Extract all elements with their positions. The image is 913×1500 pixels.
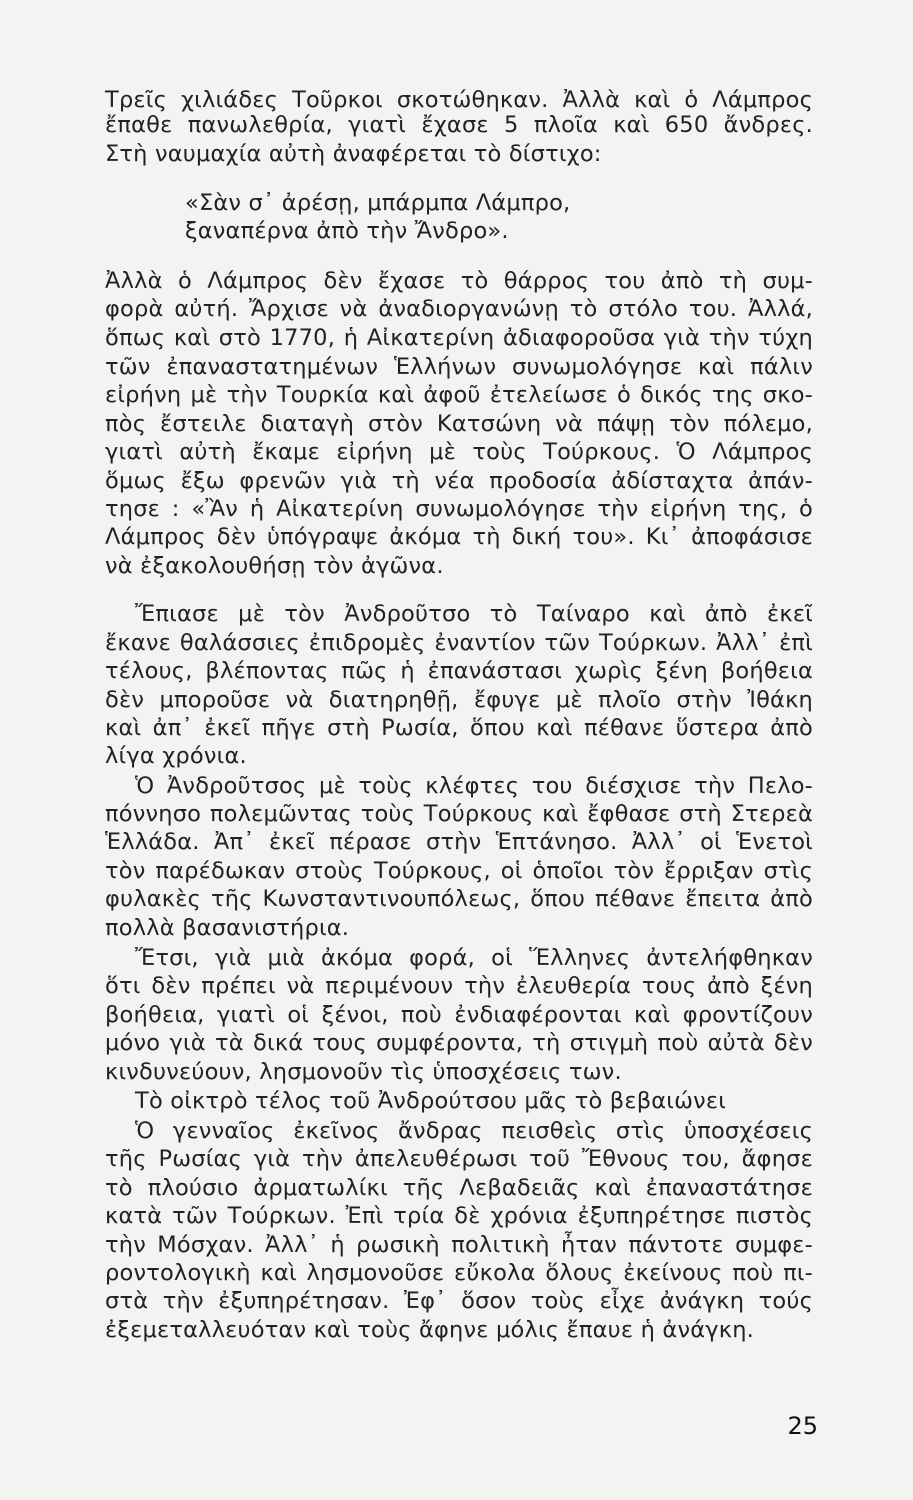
text-line: τὸ πλούσιο ἀρματωλίκι τῆς Λεβαδειᾶς καὶ ἐπαναστάτησε <box>105 1175 813 1201</box>
text-line: πόννησο πολεμῶντας τοὺς Τούρκους καὶ ἔφθασε στὴ Στερεὰ <box>105 801 813 827</box>
text-line: λίγα χρόνια. <box>105 743 247 769</box>
text-line: Ἑλλάδα. Ἀπ᾽ ἐκεῖ πέρασε στὴν Ἑπτάνησο. Ἀλλ᾽ οἱ Ἑνετοὶ <box>105 829 813 855</box>
text-line: Τρεῖς χιλιάδες Τοῦρκοι σκοτώθηκαν. Ἀλλὰ καὶ ὁ Λάμπρος <box>105 87 813 113</box>
text-line: Λάμπρος δὲν ὑπόγραψε ἀκόμα τὴ δική του». Κι᾽ ἀποφάσισε <box>105 524 813 550</box>
text-line: πὸς ἔστειλε διαταγὴ στὸν Κατσώνη νὰ πάψῃ τὸν πόλεμο, <box>105 411 813 437</box>
text-line: βοήθεια, γιατὶ οἱ ξένοι, ποὺ ἐνδιαφέρονται καὶ φροντίζουν <box>105 1002 813 1028</box>
text-line: τῶν ἐπαναστατημένων Ἑλλήνων συνωμολόγησε καὶ πάλιν <box>105 354 813 380</box>
text-line: δὲν μποροῦσε νὰ διατηρηθῇ, ἔφυγε μὲ πλοῖο στὴν Ἰθάκη <box>105 687 813 713</box>
text-line: Ἔπιασε μὲ τὸν Ἀνδροῦτσο τὸ Ταίναρο καὶ ἀπὸ ἐκεῖ <box>135 601 813 627</box>
text-line: ἔπαθε πανωλεθρία, γιατὶ ἔχασε 5 πλοῖα καὶ 650 ἄνδρες. <box>105 112 813 138</box>
text-line: ὅτι δὲν πρέπει νὰ περιμένουν τὴν ἐλευθερία τους ἀπὸ ξένη <box>105 973 813 999</box>
text-line: τησε : «Ἂν ἡ Αἰκατερίνη συνωμολόγησε τὴν εἰρήνη της, ὁ <box>105 496 813 522</box>
text-line: ροντολογικὴ καὶ λησμονοῦσε εὔκολα ὅλους ἐκείνους ποὺ πι- <box>105 1260 813 1286</box>
text-line: κινδυνεύουν, λησμονοῦν τὶς ὑποσχέσεις των. <box>105 1059 622 1085</box>
text-line: Ὁ γενναῖος ἐκεῖνος ἄνδρας πεισθεὶς στὶς ὑποσχέσεις <box>135 1118 813 1144</box>
text-line: Στὴ ναυμαχία αὐτὴ ἀναφέρεται τὸ δίστιχο: <box>105 141 602 167</box>
text-line: ἐξεμεταλλευόταν καὶ τοὺς ἄφηνε μόλις ἔπαυε ἡ ἀνάγκη. <box>105 1317 755 1343</box>
text-line: φορὰ αὐτή. Ἄρχισε νὰ ἀναδιοργανώνῃ τὸ στόλο του. Ἀλλά, <box>105 296 813 322</box>
verse-line: «Σὰν σ᾽ ἀρέσῃ, μπάρμπα Λάμπρο, <box>185 190 571 216</box>
text-line: τὸν παρέδωκαν στοὺς Τούρκους, οἱ ὁποῖοι τὸν ἔρριξαν στὶς <box>105 858 813 884</box>
text-line: νὰ ἐξακολουθήσῃ τὸν ἀγῶνα. <box>105 553 444 579</box>
verse-line: ξαναπέρνα ἀπὸ τὴν Ἄνδρο». <box>185 218 509 244</box>
text-line: ὅμως ἔξω φρενῶν γιὰ τὴ νέα προδοσία ἀδίσταχτα ἀπάν- <box>105 468 813 494</box>
text-line: τέλους, βλέποντας πῶς ἡ ἐπανάστασι χωρὶς ξένη βοήθεια <box>105 658 813 684</box>
text-line: ὅπως καὶ στὸ 1770, ἡ Αἰκατερίνη ἀδιαφοροῦσα γιὰ τὴν τύχη <box>105 325 813 351</box>
text-line: φυλακὲς τῆς Κωνσταντινουπόλεως, ὅπου πέθανε ἔπειτα ἀπὸ <box>105 886 813 912</box>
text-line: Ἔτσι, γιὰ μιὰ ἀκόμα φορά, οἱ Ἕλληνες ἀντελήφθηκαν <box>135 945 813 971</box>
text-line: Ὁ Ἀνδροῦτσος μὲ τοὺς κλέφτες του διέσχισε τὴν Πελο- <box>135 773 813 799</box>
text-line: κατὰ τῶν Τούρκων. Ἐπὶ τρία δὲ χρόνια ἐξυπηρέτησε πιστὸς <box>105 1203 813 1229</box>
text-line: καὶ ἀπ᾽ ἐκεῖ πῆγε στὴ Ρωσία, ὅπου καὶ πέθανε ὕστερα ἀπὸ <box>105 715 813 741</box>
text-line: τὴν Μόσχαν. Ἀλλ᾽ ἡ ρωσικὴ πολιτικὴ ἦταν πάντοτε συμφε- <box>105 1232 813 1258</box>
text-line: γιατὶ αὐτὴ ἔκαμε εἰρήνη μὲ τοὺς Τούρκους. Ὁ Λάμπρος <box>105 439 813 465</box>
text-line: μόνο γιὰ τὰ δικά τους συμφέροντα, τὴ στιγμὴ ποὺ αὐτὰ δὲν <box>105 1030 813 1056</box>
text-line: ἔκανε θαλάσσιες ἐπιδρομὲς ἐναντίον τῶν Τούρκων. Ἀλλ᾽ ἐπὶ <box>105 630 813 656</box>
text-line: Ἀλλὰ ὁ Λάμπρος δὲν ἔχασε τὸ θάρρος του ἀπὸ τὴ συμ- <box>105 268 813 294</box>
text-line: Τὸ οἰκτρὸ τέλος τοῦ Ἀνδρούτσου μᾶς τὸ βεβαιώνει <box>135 1088 727 1114</box>
text-line: τῆς Ρωσίας γιὰ τὴν ἀπελευθέρωσι τοῦ Ἔθνους του, ἄφησε <box>105 1146 813 1172</box>
text-line: εἰρήνη μὲ τὴν Τουρκία καὶ ἀφοῦ ἐτελείωσε ὁ δικός της σκο- <box>105 382 813 408</box>
text-line: πολλὰ βασανιστήρια. <box>105 915 350 941</box>
page-number: 25 <box>787 1412 818 1440</box>
text-line: στὰ τὴν ἐξυπηρέτησαν. Ἐφ᾽ ὅσον τοὺς εἶχε ἀνάγκη τούς <box>105 1288 813 1314</box>
